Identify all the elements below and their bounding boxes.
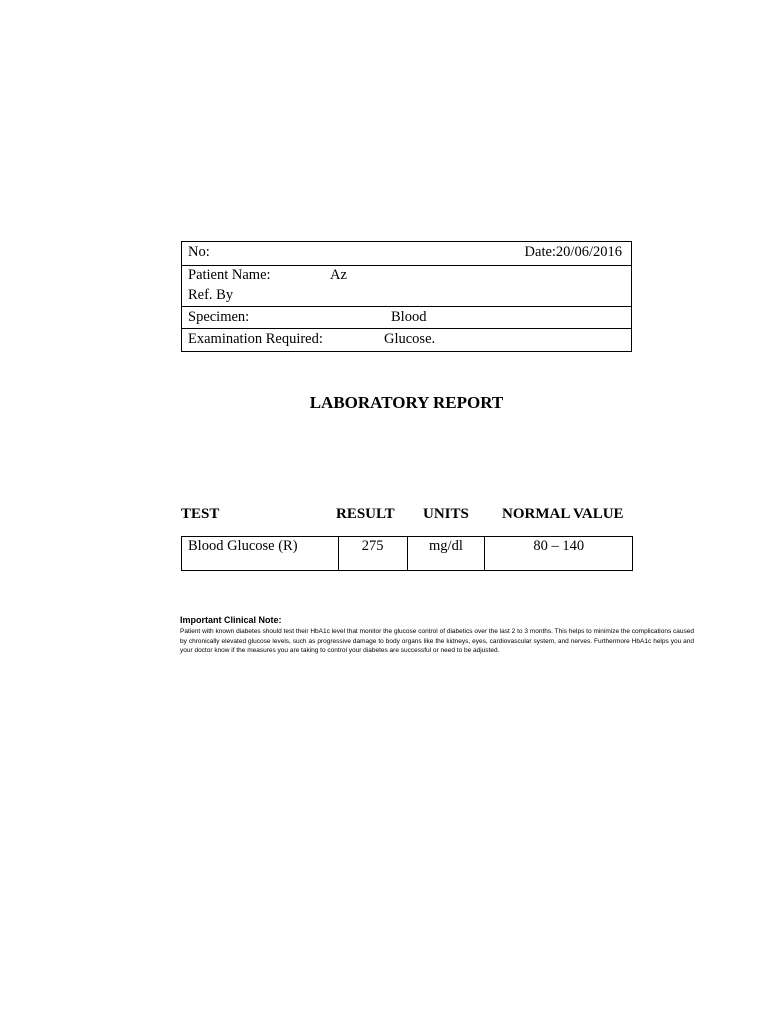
page-title: LABORATORY REPORT [309,393,504,412]
cell-units: mg/dl [407,537,485,571]
info-row-refby [182,285,631,307]
exam-required-value: Glucose. [384,331,436,347]
results-table [181,536,633,571]
info-row-exam [182,329,631,351]
clinical-note-body: Patient with known diabetes should test their HbA1c level that monitor the glucose control of diabetics over the last 2 to 3 months. This helps to minimize the complications caused by chronically elevated glucose levels, such as progressive damage to body organs like the kidneys, eyes, cardiovascular system, and nerves. Furthermore HbA1c helps you and your doctor know if the measures you are taking to control your diabetes are successful or need to be adjusted. [180,628,694,654]
header-result: RESULT [336,506,395,522]
patient-name-label: Patient Name: [188,267,271,283]
ref-by-label: Ref. By [188,287,234,303]
date-label: Date:20/06/2016 [524,244,622,260]
patient-name-value: Az [330,267,347,283]
specimen-value: Blood [391,309,427,325]
table-row [182,537,633,571]
cell-test: Blood Glucose (R) [182,537,339,571]
info-row-specimen [182,307,631,329]
specimen-label: Specimen: [188,309,250,325]
cell-normal-value: 80 – 140 [485,537,633,571]
clinical-note [180,615,694,656]
exam-required-label: Examination Required: [188,331,323,347]
results-header [0,506,768,526]
no-label: No: [188,244,210,260]
header-test: TEST [181,506,220,522]
clinical-note-title: Important Clinical Note: [180,615,282,625]
info-row-no-date [182,242,631,266]
header-normal-value: NORMAL VALUE [502,506,624,522]
patient-info-box [181,241,632,352]
info-row-patient [182,266,631,285]
header-units: UNITS [423,506,469,522]
cell-result: 275 [338,537,407,571]
